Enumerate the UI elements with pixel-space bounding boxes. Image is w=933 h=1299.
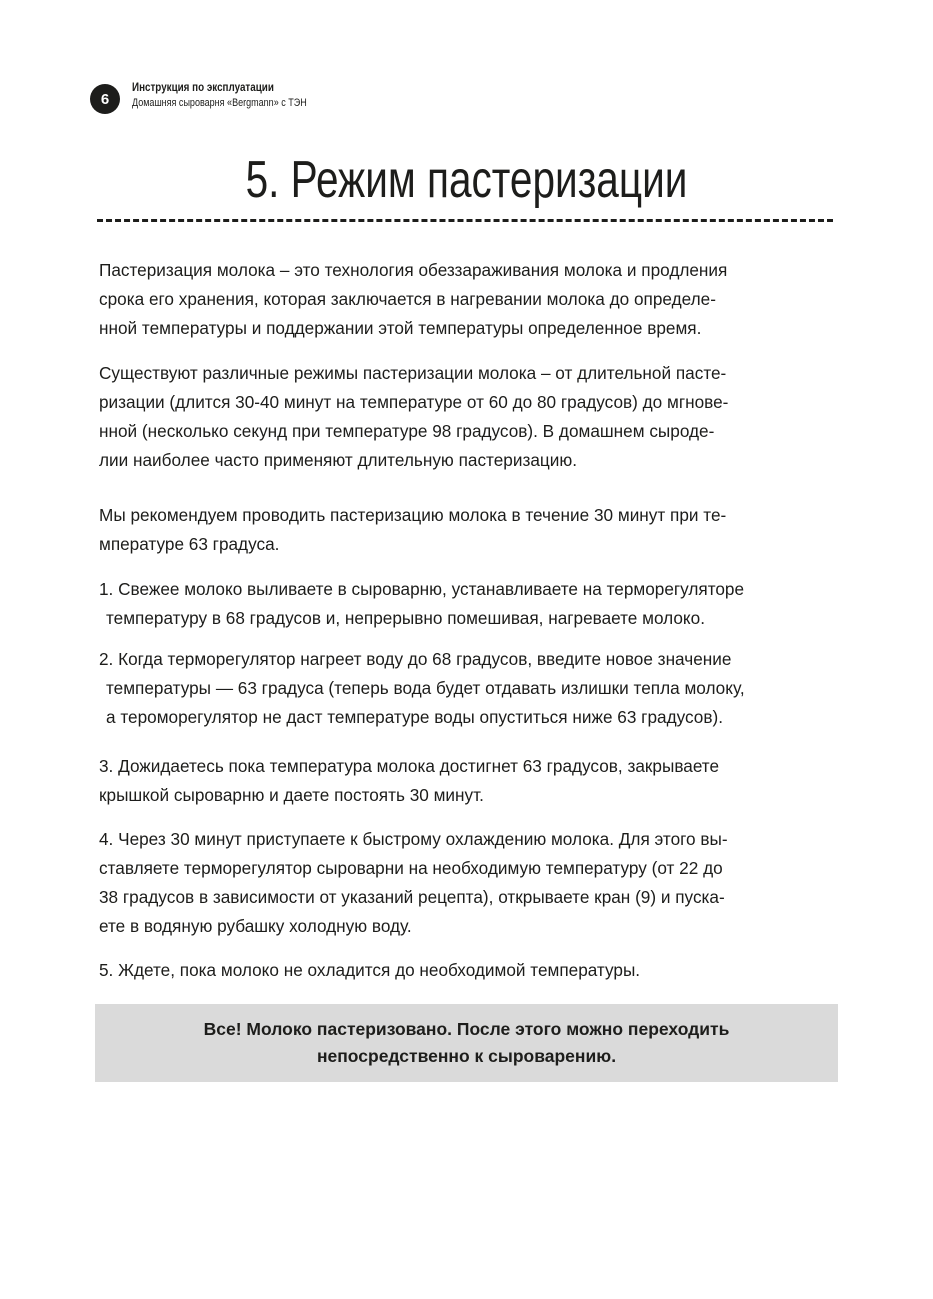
text-line: лии наиболее часто применяют длительную пастеризацию. — [99, 450, 577, 470]
text-line: 3. Дожидаетесь пока температура молока достигнет 63 градусов, закрываете — [99, 756, 720, 776]
page-header — [90, 80, 345, 114]
text-line: ете в водяную рубашку холодную воду. — [99, 916, 412, 936]
text-line: ризации (длится 30-40 минут на температуре от 60 до 80 градусов) до мгнове- — [99, 392, 729, 412]
text-line: температуру в 68 градусов и, непрерывно помешивая, нагреваете молоко. — [106, 608, 705, 628]
paragraph-recommendation — [99, 501, 839, 559]
text-line: 38 градусов в зависимости от указаний рецепта), открываете кран (9) и пуска- — [99, 887, 725, 907]
section-title: 5. Режим пастеризации — [245, 151, 688, 209]
text-line: мпературе 63 градуса. — [99, 534, 280, 554]
body-content — [99, 256, 839, 985]
text-line: срока его хранения, которая заключается в нагревании молока до определе- — [99, 289, 716, 309]
text-line: ставляете терморегулятор сыроварни на необходимую температуру (от 22 до — [99, 858, 723, 878]
page-number: 6 — [100, 90, 110, 108]
dashed-divider — [97, 219, 833, 222]
callout-line: Все! Молоко пастеризовано. После этого можно переходить — [203, 1019, 730, 1039]
page-number-badge — [90, 84, 120, 114]
header-text — [132, 80, 345, 110]
text-line: Мы рекомендуем проводить пастеризацию молока в течение 30 минут при те- — [99, 505, 727, 525]
header-title: Инструкция по эксплуатации — [132, 80, 274, 94]
text-line: нной (несколько секунд при температуре 98 градусов). В домашнем сыроде- — [99, 421, 715, 441]
step-5 — [99, 956, 839, 985]
text-line: Существуют различные режимы пастеризации молока – от длительной пасте- — [99, 363, 727, 383]
step-2 — [99, 645, 839, 732]
text-line: температуры — 63 градуса (теперь вода будет отдавать излишки тепла молоку, — [106, 678, 745, 698]
text-line: 2. Когда терморегулятор нагреет воду до 68 градусов, введите новое значение — [99, 649, 732, 669]
paragraph-definition — [99, 256, 839, 343]
text-line: крышкой сыроварню и даете постоять 30 минут. — [99, 785, 484, 805]
step-1 — [99, 575, 839, 633]
paragraph-modes — [99, 359, 839, 475]
text-line: 4. Через 30 минут приступаете к быстрому охлаждению молока. Для этого вы- — [99, 829, 728, 849]
step-3 — [99, 752, 839, 810]
callout-line: непосредственно к сыроварению. — [316, 1046, 617, 1066]
step-4 — [99, 825, 839, 941]
text-line: 5. Ждете, пока молоко не охладится до необходимой температуры. — [99, 960, 641, 980]
text-line: 1. Свежее молоко выливаете в сыроварню, устанавливаете на терморегуляторе — [99, 579, 745, 599]
text-line: а тероморегулятор не даст температуре воды опуститься ниже 63 градусов). — [106, 707, 723, 727]
text-line: нной температуры и поддержании этой температуры определенное время. — [99, 318, 702, 338]
text-line: Пастеризация молока – это технология обеззараживания молока и продления — [99, 260, 728, 280]
header-subtitle: Домашняя сыроварня «Bergmann» с ТЭН — [132, 96, 307, 109]
conclusion-callout — [95, 1004, 838, 1082]
